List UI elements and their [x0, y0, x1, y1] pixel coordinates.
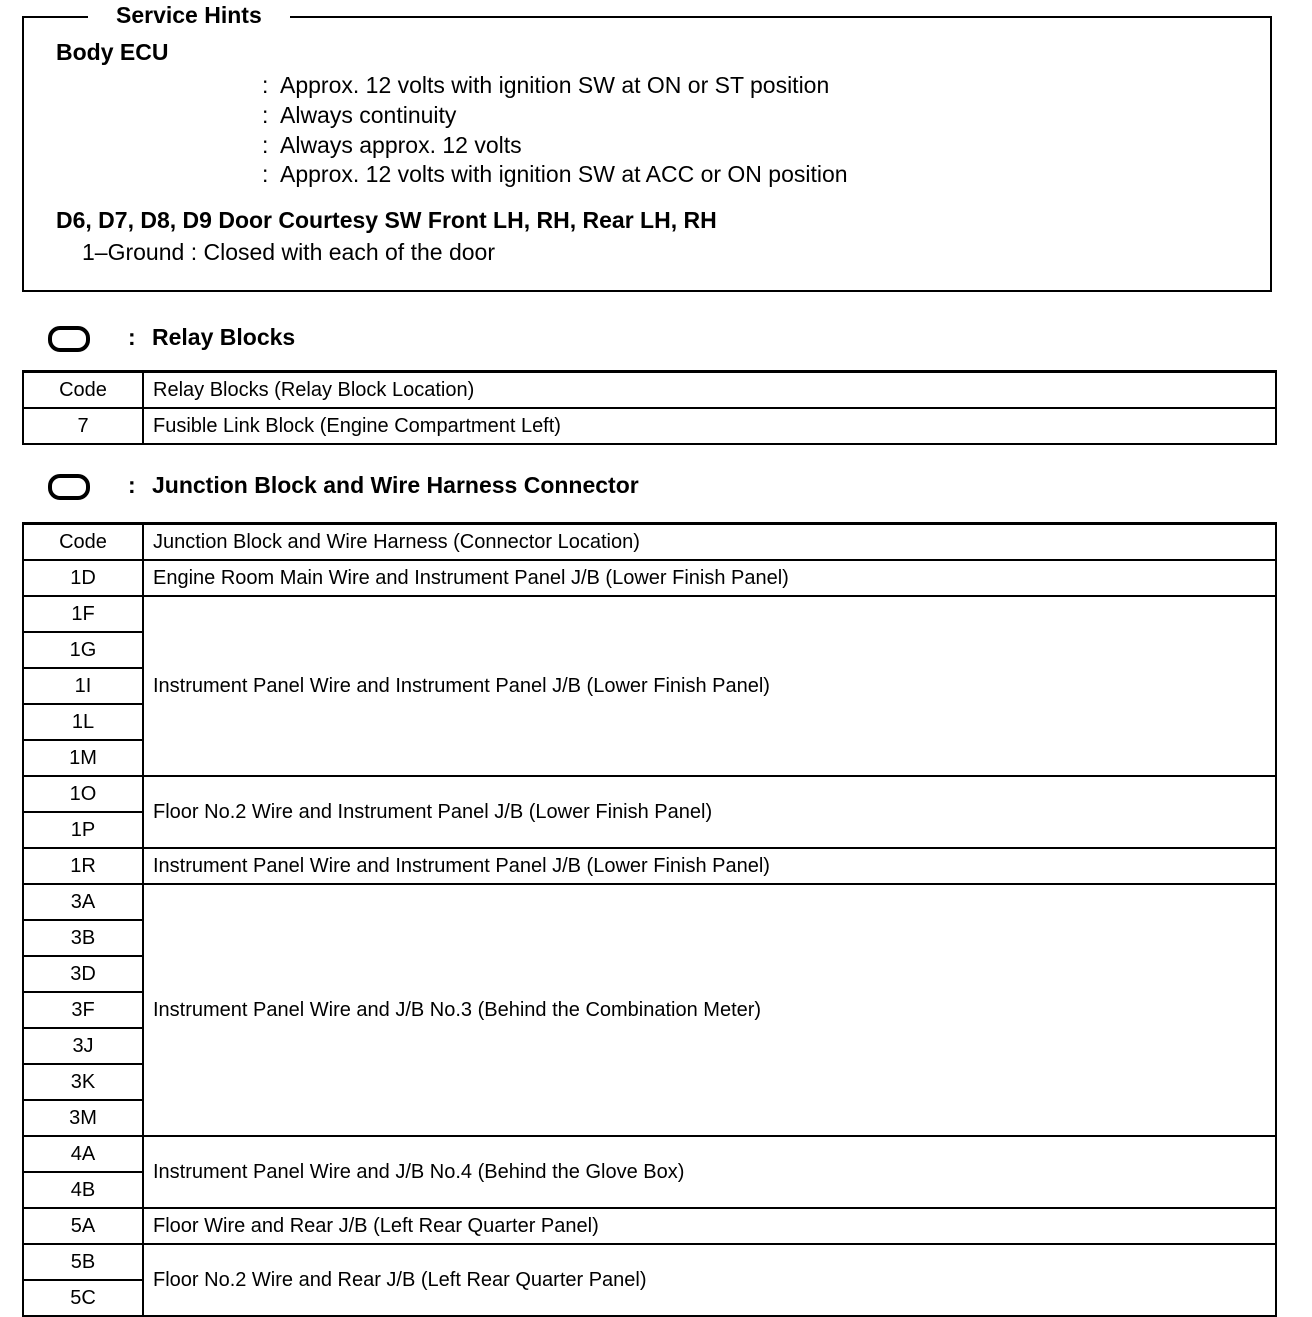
code-cell: 1I: [23, 668, 143, 704]
code-cell: 1R: [23, 848, 143, 884]
table-row: [23, 408, 1276, 444]
relay-blocks-table: [22, 370, 1277, 445]
code-cell: 1L: [23, 704, 143, 740]
code-header: Code: [23, 524, 143, 561]
table-row: [23, 884, 1276, 920]
table-row: [23, 596, 1276, 632]
junction-blocks-title: [128, 471, 639, 499]
hint-separator: :: [262, 161, 269, 187]
location-header: Junction Block and Wire Harness (Connector Location): [143, 524, 1276, 561]
table-row: [23, 560, 1276, 596]
relay-blocks-title-text: Relay Blocks: [152, 324, 296, 350]
code-cell: 1D: [23, 560, 143, 596]
code-cell: 3D: [23, 956, 143, 992]
junction-blocks-table: [22, 522, 1277, 1317]
table-row: [23, 1208, 1276, 1244]
code-cell: 1G: [23, 632, 143, 668]
hint-separator: :: [262, 102, 269, 128]
junction-block-legend-icon: [48, 474, 90, 500]
location-cell: Instrument Panel Wire and Instrument Panel J/B (Lower Finish Panel): [143, 596, 1276, 776]
location-cell: Instrument Panel Wire and J/B No.3 (Behind the Combination Meter): [143, 884, 1276, 1136]
code-cell: 3F: [23, 992, 143, 1028]
location-header: Relay Blocks (Relay Block Location): [143, 372, 1276, 409]
location-cell: Floor No.2 Wire and Rear J/B (Left Rear Quarter Panel): [143, 1244, 1276, 1316]
code-cell: 1O: [23, 776, 143, 812]
code-cell: 4B: [23, 1172, 143, 1208]
door-courtesy-row: 1–Ground : Closed with each of the door: [82, 239, 495, 265]
location-cell: Floor Wire and Rear J/B (Left Rear Quarter Panel): [143, 1208, 1276, 1244]
location-cell: Instrument Panel Wire and Instrument Panel J/B (Lower Finish Panel): [143, 848, 1276, 884]
hint-separator: :: [262, 72, 269, 98]
hint-separator: :: [262, 132, 269, 158]
hint-description: Approx. 12 volts with ignition SW at ACC or ON position: [280, 161, 848, 187]
code-cell: 4A: [23, 1136, 143, 1172]
relay-block-legend-icon: [48, 326, 90, 352]
code-cell: 1F: [23, 596, 143, 632]
door-courtesy-heading: D6, D7, D8, D9 Door Courtesy SW Front LH, RH, Rear LH, RH: [56, 207, 717, 233]
body-ecu-heading: Body ECU: [56, 39, 169, 65]
location-cell: Floor No.2 Wire and Instrument Panel J/B (Lower Finish Panel): [143, 776, 1276, 848]
service-hints-title: Service Hints: [88, 2, 290, 28]
code-cell: 3B: [23, 920, 143, 956]
code-cell: 1M: [23, 740, 143, 776]
table-row: [23, 1244, 1276, 1280]
table-header-row: [23, 524, 1276, 561]
table-header-row: [23, 372, 1276, 409]
hint-description: Always continuity: [280, 102, 457, 128]
title-colon: :: [128, 472, 136, 498]
code-cell: 5C: [23, 1280, 143, 1316]
code-header: Code: [23, 372, 143, 409]
location-cell: Instrument Panel Wire and J/B No.4 (Behind the Glove Box): [143, 1136, 1276, 1208]
code-cell: 3J: [23, 1028, 143, 1064]
code-cell: 5B: [23, 1244, 143, 1280]
code-cell: 3K: [23, 1064, 143, 1100]
hint-description: Always approx. 12 volts: [280, 132, 522, 158]
code-cell: 5A: [23, 1208, 143, 1244]
location-cell: Engine Room Main Wire and Instrument Panel J/B (Lower Finish Panel): [143, 560, 1276, 596]
location-cell: Fusible Link Block (Engine Compartment Left): [143, 408, 1276, 444]
table-row: [23, 1136, 1276, 1172]
code-cell: 1P: [23, 812, 143, 848]
code-cell: 3A: [23, 884, 143, 920]
relay-blocks-title: [128, 323, 295, 351]
title-colon: :: [128, 324, 136, 350]
table-row: [23, 776, 1276, 812]
hint-description: Approx. 12 volts with ignition SW at ON or ST position: [280, 72, 830, 98]
code-cell: 7: [23, 408, 143, 444]
junction-blocks-title-text: Junction Block and Wire Harness Connector: [152, 472, 639, 498]
code-cell: 3M: [23, 1100, 143, 1136]
table-row: [23, 848, 1276, 884]
